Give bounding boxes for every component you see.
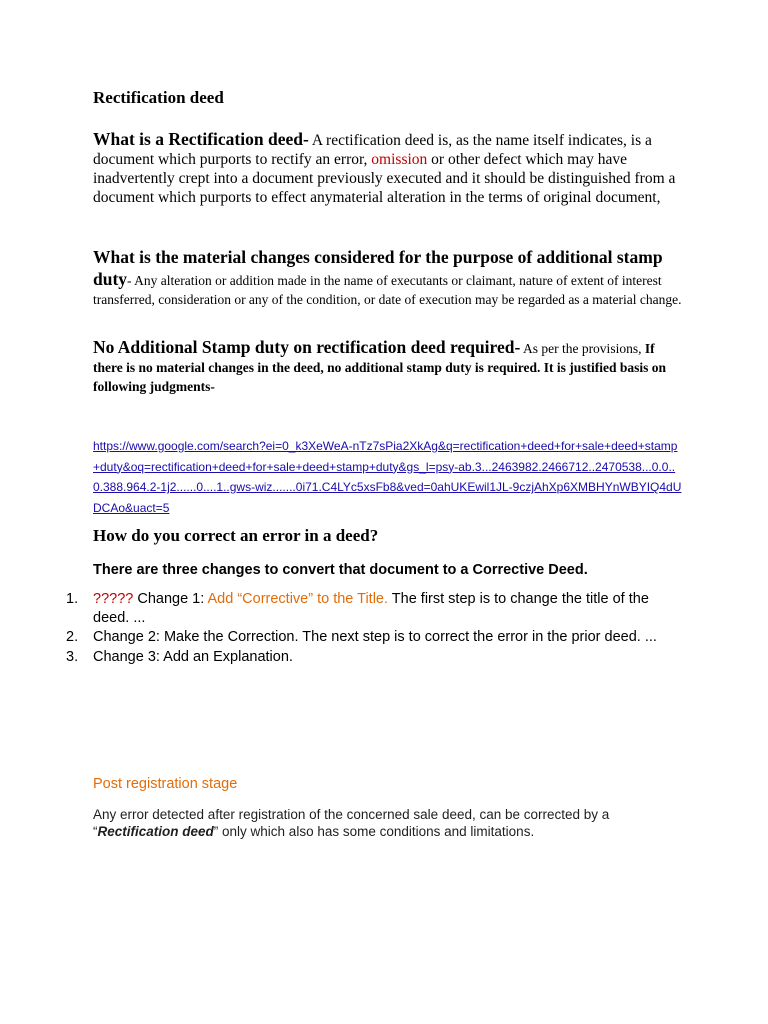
material-changes-text: - Any alteration or addition made in the name of executants or claimant, nature of extent of interest transferred, consideration or any of the condition, or date of execution may be regarded as a material change. (93, 273, 682, 307)
list-item (66, 590, 686, 627)
rectification-deed-emphasis: Rectification deed (97, 823, 214, 839)
definition-text-1: A rectification deed is, as the name itself indicates, is a document which purports to rectify an error, (93, 132, 652, 168)
corrective-deed-intro: There are three changes to convert that document to a Corrective Deed. (93, 562, 588, 578)
step-text: The first step is to change the title of the deed. ... (93, 591, 649, 626)
post-registration-heading: Post registration stage (93, 776, 238, 792)
step-text: Change 3: Add an Explanation. (93, 648, 293, 665)
step-text: Change 2: Make the Correction. The next step is to correct the error in the prior deed. ... (93, 629, 657, 645)
document-title: Rectification deed (93, 88, 224, 107)
stamp-duty-text: As per the provisions, (520, 341, 645, 356)
stamp-duty-heading: No Additional Stamp duty on rectification deed required- (93, 337, 521, 357)
post-registration-paragraph (93, 807, 673, 840)
list-number: 2. (66, 629, 79, 645)
material-changes-paragraph (93, 246, 683, 309)
list-item (66, 628, 686, 647)
step-highlight: Add “Corrective” to the Title. (207, 591, 389, 607)
steps-list (66, 590, 686, 667)
unknown-characters: ????? (93, 591, 134, 607)
list-number: 1. (66, 591, 79, 607)
list-item (66, 648, 686, 667)
post-registration-text-1: Any error detected after registration of the concerned sale deed, can be corrected by a “ (93, 807, 610, 839)
omission-highlight: omission (371, 151, 428, 168)
list-number: 3. (66, 648, 79, 665)
definition-text-2: or other defect which may have inadvertently crept into a document previously executed and it should be distinguished from a document which purports to effect anymaterial alteration in the terms of original document, (93, 151, 676, 206)
definition-paragraph (93, 130, 683, 207)
definition-heading: What is a Rectification deed- (93, 129, 309, 149)
stamp-duty-bold-text: If there is no material changes in the deed, no additional stamp duty is required. It is justified basis on following judgments- (93, 341, 667, 394)
step-label: Change 1: (133, 591, 208, 607)
correction-question-heading: How do you correct an error in a deed? (93, 526, 379, 545)
google-search-link[interactable]: https://www.google.com/search?ei=0_k3XeWeA-nTz7sPia2XkAg&q=rectification+deed+for+sale+deed+stamp+duty&oq=rectification+deed+for+sale+deed+stamp+duty&gs_l=psy-ab.3...2463982.2466712..2470538...0.0..0.388.964.2-1j2......0....1..gws-wiz.......0i71.C4LYc5xsFb8&ved=0ahUKEwil1JL-9czjAhXp6XMBHYnWBYIQ4dUDCAo&uact=5 (93, 439, 682, 515)
post-registration-text-2: ” only which also has some conditions and limitations. (213, 823, 535, 839)
stamp-duty-paragraph (93, 338, 683, 396)
material-changes-heading: What is the material changes considered for the purpose of additional stamp duty (93, 247, 663, 289)
